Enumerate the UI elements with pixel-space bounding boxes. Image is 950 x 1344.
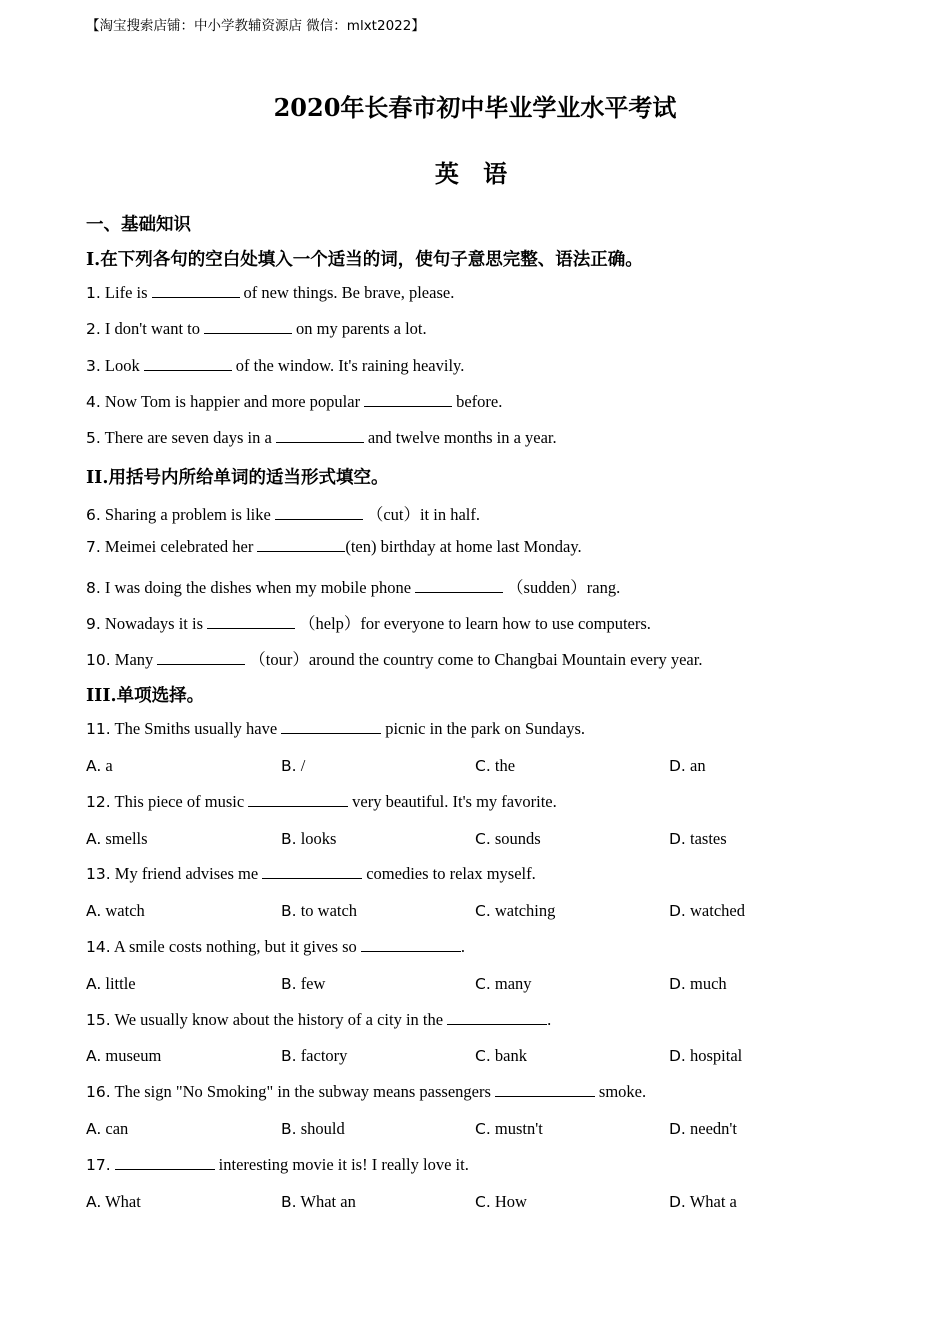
question-number: 17. xyxy=(86,1156,111,1174)
option-a[interactable] xyxy=(86,1046,161,1066)
option-a[interactable] xyxy=(86,1192,141,1212)
answer-blank[interactable] xyxy=(248,794,348,807)
option-c[interactable] xyxy=(475,829,541,849)
subject-title: 英 语 xyxy=(434,159,516,188)
question-text: （tour）around the country come to Changbai Mountain every year. xyxy=(249,650,703,669)
option-letter: D. xyxy=(669,1047,686,1065)
answer-blank[interactable] xyxy=(207,616,295,629)
option-text: the xyxy=(494,756,516,775)
answer-blank[interactable] xyxy=(495,1084,595,1097)
option-text: hospital xyxy=(690,1046,743,1065)
option-letter: A. xyxy=(86,1120,102,1138)
option-text: should xyxy=(300,1119,345,1138)
answer-blank[interactable] xyxy=(415,580,503,593)
question-6 xyxy=(86,501,480,525)
question-number: 12. xyxy=(86,793,111,811)
question-text: （help）for everyone to learn how to use computers. xyxy=(299,614,651,633)
option-d[interactable] xyxy=(669,901,745,921)
option-letter: C. xyxy=(475,830,491,848)
option-letter: C. xyxy=(475,1193,491,1211)
option-letter: C. xyxy=(475,757,491,775)
option-b[interactable] xyxy=(281,974,325,994)
option-a[interactable] xyxy=(86,1119,128,1139)
option-b[interactable] xyxy=(281,1192,356,1212)
question-number: 7. xyxy=(86,538,101,556)
question-14 xyxy=(86,937,465,957)
option-text: few xyxy=(300,974,326,993)
option-text: What xyxy=(105,1192,141,1211)
option-a[interactable] xyxy=(86,829,148,849)
question-4 xyxy=(86,392,502,412)
option-letter: B. xyxy=(281,1120,297,1138)
option-letter: A. xyxy=(86,1047,102,1065)
question-text: very beautiful. It's my favorite. xyxy=(352,792,557,811)
question-number: 5. xyxy=(86,429,101,447)
question-text: My friend advises me xyxy=(114,864,259,883)
part-3-heading: III.单项选择。 xyxy=(86,686,205,706)
question-number: 14. xyxy=(86,938,111,956)
option-a[interactable] xyxy=(86,756,113,776)
option-letter: B. xyxy=(281,1047,297,1065)
option-d[interactable] xyxy=(669,756,706,776)
question-16 xyxy=(86,1082,646,1102)
option-b[interactable] xyxy=(281,829,336,849)
option-letter: A. xyxy=(86,757,102,775)
answer-blank[interactable] xyxy=(281,721,381,734)
question-text: Meimei celebrated her xyxy=(104,537,254,556)
question-text: and twelve months in a year. xyxy=(367,428,557,447)
option-text: tastes xyxy=(690,829,727,848)
question-9 xyxy=(86,610,651,634)
option-text: What an xyxy=(300,1192,356,1211)
question-text: smoke. xyxy=(598,1082,647,1101)
option-text: watched xyxy=(690,901,745,920)
question-11 xyxy=(86,719,585,739)
part-2-heading: II.用括号内所给单词的适当形式填空。 xyxy=(86,468,389,488)
option-letter: D. xyxy=(669,830,686,848)
page-title: 2020年长春市初中毕业学业水平考试 xyxy=(273,93,677,122)
question-text: . xyxy=(460,937,465,956)
question-number: 2. xyxy=(86,320,101,338)
option-letter: C. xyxy=(475,902,491,920)
question-text: . xyxy=(547,1010,552,1029)
question-text: Nowadays it is xyxy=(104,614,203,633)
option-letter: B. xyxy=(281,1193,297,1211)
answer-blank[interactable] xyxy=(262,866,362,879)
question-text: before. xyxy=(456,392,503,411)
question-12 xyxy=(86,792,557,812)
option-c[interactable] xyxy=(475,1192,527,1212)
option-text: needn't xyxy=(690,1119,737,1138)
option-letter: D. xyxy=(669,975,686,993)
answer-blank[interactable] xyxy=(115,1157,215,1170)
option-c[interactable] xyxy=(475,974,532,994)
option-letter: B. xyxy=(281,975,297,993)
option-letter: A. xyxy=(86,975,102,993)
question-text: The Smiths usually have xyxy=(114,719,278,738)
option-letter: A. xyxy=(86,1193,102,1211)
option-text: / xyxy=(300,756,306,775)
option-text: factory xyxy=(300,1046,348,1065)
option-text: to watch xyxy=(300,901,358,920)
answer-blank[interactable] xyxy=(447,1012,547,1025)
option-letter: A. xyxy=(86,902,102,920)
option-c[interactable] xyxy=(475,901,555,921)
answer-blank[interactable] xyxy=(361,939,461,952)
question-number: 6. xyxy=(86,506,101,524)
question-1 xyxy=(86,283,454,303)
question-2 xyxy=(86,319,427,339)
question-text: I don't want to xyxy=(104,319,201,338)
option-letter: A. xyxy=(86,830,102,848)
option-text: watch xyxy=(105,901,145,920)
option-b[interactable] xyxy=(281,1046,347,1066)
question-number: 1. xyxy=(86,284,101,302)
question-text: （sudden）rang. xyxy=(507,578,621,597)
answer-blank[interactable] xyxy=(157,652,245,665)
question-13 xyxy=(86,864,536,884)
question-text: interesting movie it is! I really love it. xyxy=(218,1155,469,1174)
option-text: bank xyxy=(494,1046,527,1065)
option-letter: D. xyxy=(669,757,686,775)
option-a[interactable] xyxy=(86,901,145,921)
answer-blank[interactable] xyxy=(276,430,364,443)
option-letter: B. xyxy=(281,830,297,848)
answer-blank[interactable] xyxy=(144,358,232,371)
option-d[interactable] xyxy=(669,974,727,994)
question-number: 10. xyxy=(86,651,111,669)
option-letter: D. xyxy=(669,1193,686,1211)
question-text: comedies to relax myself. xyxy=(366,864,536,883)
question-text: I was doing the dishes when my mobile phone xyxy=(104,578,412,597)
question-text: on my parents a lot. xyxy=(296,319,427,338)
option-d[interactable] xyxy=(669,1119,737,1139)
option-text: can xyxy=(105,1119,129,1138)
option-c[interactable] xyxy=(475,1119,543,1139)
option-d[interactable] xyxy=(669,829,727,849)
answer-blank[interactable] xyxy=(275,507,363,520)
question-number: 8. xyxy=(86,579,101,597)
question-number: 16. xyxy=(86,1083,111,1101)
answer-blank[interactable] xyxy=(257,539,345,552)
question-text: Look xyxy=(104,356,140,375)
question-text: Now Tom is happier and more popular xyxy=(104,392,361,411)
option-letter: B. xyxy=(281,757,297,775)
option-letter: D. xyxy=(669,902,686,920)
section-basic-knowledge: 一、基础知识 xyxy=(86,215,191,235)
option-c[interactable] xyxy=(475,1046,527,1066)
option-text: looks xyxy=(300,829,337,848)
question-number: 3. xyxy=(86,357,101,375)
question-8 xyxy=(86,574,620,598)
option-d[interactable] xyxy=(669,1046,742,1066)
option-letter: C. xyxy=(475,1120,491,1138)
answer-blank[interactable] xyxy=(152,285,240,298)
shop-header-note: 【淘宝搜索店铺：中小学教辅资源店 微信：mlxt2022】 xyxy=(86,18,425,34)
question-10 xyxy=(86,646,702,670)
question-text: Many xyxy=(114,650,154,669)
option-text: smells xyxy=(105,829,148,848)
question-text: There are seven days in a xyxy=(104,428,272,447)
question-number: 13. xyxy=(86,865,111,883)
question-3 xyxy=(86,356,464,376)
option-b[interactable] xyxy=(281,1119,345,1139)
option-c[interactable] xyxy=(475,756,515,776)
answer-blank[interactable] xyxy=(204,321,292,334)
question-text: picnic in the park on Sundays. xyxy=(385,719,585,738)
option-letter: C. xyxy=(475,975,491,993)
option-b[interactable] xyxy=(281,756,305,776)
option-letter: D. xyxy=(669,1120,686,1138)
question-text: of the window. It's raining heavily. xyxy=(235,356,465,375)
option-text: little xyxy=(105,974,136,993)
question-text: Life is xyxy=(104,283,148,302)
question-text: of new things. Be brave, please. xyxy=(243,283,455,302)
option-letter: B. xyxy=(281,902,297,920)
option-text: an xyxy=(690,756,706,775)
question-7 xyxy=(86,537,582,557)
option-a[interactable] xyxy=(86,974,136,994)
option-text: a xyxy=(105,756,113,775)
question-number: 4. xyxy=(86,393,101,411)
question-number: 11. xyxy=(86,720,111,738)
option-text: watching xyxy=(494,901,556,920)
question-text: (ten) birthday at home last Monday. xyxy=(345,537,582,556)
question-text: Sharing a problem is like xyxy=(104,505,271,524)
question-text: We usually know about the history of a city in the xyxy=(114,1010,444,1029)
question-15 xyxy=(86,1010,551,1030)
option-text: sounds xyxy=(494,829,541,848)
question-17 xyxy=(86,1155,469,1175)
question-text: （cut）it in half. xyxy=(366,505,481,524)
part-1-heading: I.在下列各句的空白处填入一个适当的词，使句子意思完整、语法正确。 xyxy=(86,250,643,270)
question-text: The sign "No Smoking" in the subway means passengers xyxy=(114,1082,491,1101)
answer-blank[interactable] xyxy=(364,394,452,407)
question-text: A smile costs nothing, but it gives so xyxy=(113,937,357,956)
option-text: much xyxy=(690,974,727,993)
option-text: How xyxy=(494,1192,527,1211)
question-number: 9. xyxy=(86,615,101,633)
option-letter: C. xyxy=(475,1047,491,1065)
option-text: What a xyxy=(689,1192,737,1211)
question-text: This piece of music xyxy=(114,792,245,811)
option-text: mustn't xyxy=(494,1119,543,1138)
option-text: museum xyxy=(105,1046,162,1065)
option-text: many xyxy=(494,974,532,993)
option-d[interactable] xyxy=(669,1192,737,1212)
option-b[interactable] xyxy=(281,901,357,921)
question-5 xyxy=(86,428,557,448)
question-number: 15. xyxy=(86,1011,111,1029)
